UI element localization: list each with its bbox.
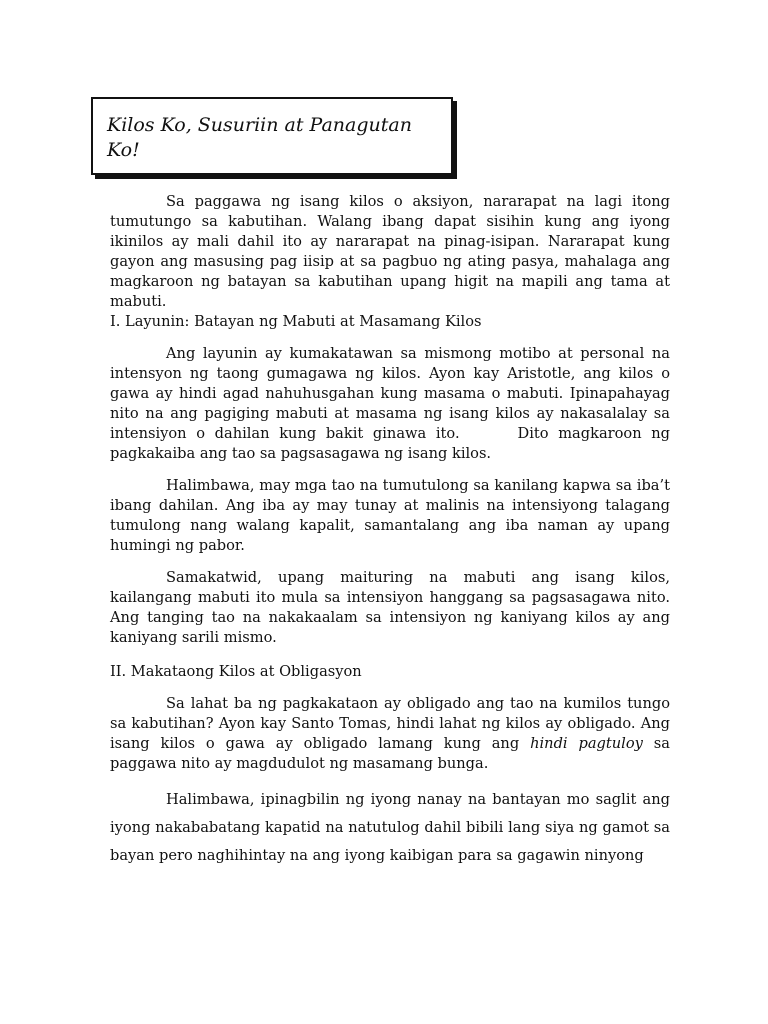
section-2-paragraph-1 [110,694,670,774]
document-body [110,192,675,870]
section-2-paragraph-1-end: sa paggawa nito ay magdudulot ng masamang bunga. [110,735,670,772]
section-1-paragraph-2: Halimbawa, may mga tao na tumutulong sa kanilang kapwa sa iba’t ibang dahilan. Ang iba ay may tunay at malinis na intensiyong talagang tumulong nang walang kapalit, samantalang ang iba naman ay upang humingi ng pabor. [110,477,670,554]
section-2-heading: II. Makataong Kilos at Obligasyon [110,663,362,680]
title-box [91,97,453,175]
emphasis-text: hindi pagtuloy [530,735,643,752]
section-2-paragraph-1-start: Sa lahat ba ng pagkakataon ay obligado ang tao na kumilos tungo sa kabutihan? Ayon kay Santo Tomas, hindi lahat ng kilos ay obligado. Ang isang kilos o gawa ay obligado lamang kung ang [110,695,670,752]
intro-paragraph: Sa paggawa ng isang kilos o aksiyon, nararapat na lagi itong tumutungo sa kabutihan. Walang ibang dapat sisihin kung ang iyong ikinilos ay mali dahil ito ay nararapat na pinag-isipan. Nararapat kung gayon ang masusing pag iisip at sa pagbuo ng ating pasya, mahalaga ang magkaroon ng batayan sa kabutihan upang higit na mapili ang tama at mabuti. [110,193,670,310]
section-2-paragraph-2: Halimbawa, ipinagbilin ng iyong nanay na bantayan mo saglit ang iyong nakababatang kapatid na natutulog dahil bibili lang siya ng gamot sa bayan pero naghihintay na ang iyong kaibigan para sa gagawin ninyong [110,791,670,864]
section-1-paragraph-1: Ang layunin ay kumakatawan sa mismong motibo at personal na intensyon ng taong gumagawa ng kilos. Ayon kay Aristotle, ang kilos o gawa ay hindi agad nahuhusgahan kung masama o mabuti. Ipinapahayag nito na ang pagiging mabuti at masama ng isang kilos ay nakasalalay sa intensiyon o dahilan kung bakit ginawa ito. Dito magkaroon ng pagkakaiba ang tao sa pagsasagawa ng isang kilos. [110,345,675,462]
section-1-paragraph-3: Samakatwid, upang maituring na mabuti ang isang kilos, kailangang mabuti ito mula sa intensiyon hanggang sa pagsasagawa nito. Ang tanging tao na nakakaalam sa intensiyon ng kaniyang kilos ay ang kaniyang sarili mismo. [110,569,670,646]
section-1-heading: I. Layunin: Batayan ng Mabuti at Masamang Kilos [110,313,482,330]
document-title: Kilos Ko, Susuriin at Panagutan Ko! [107,114,412,161]
